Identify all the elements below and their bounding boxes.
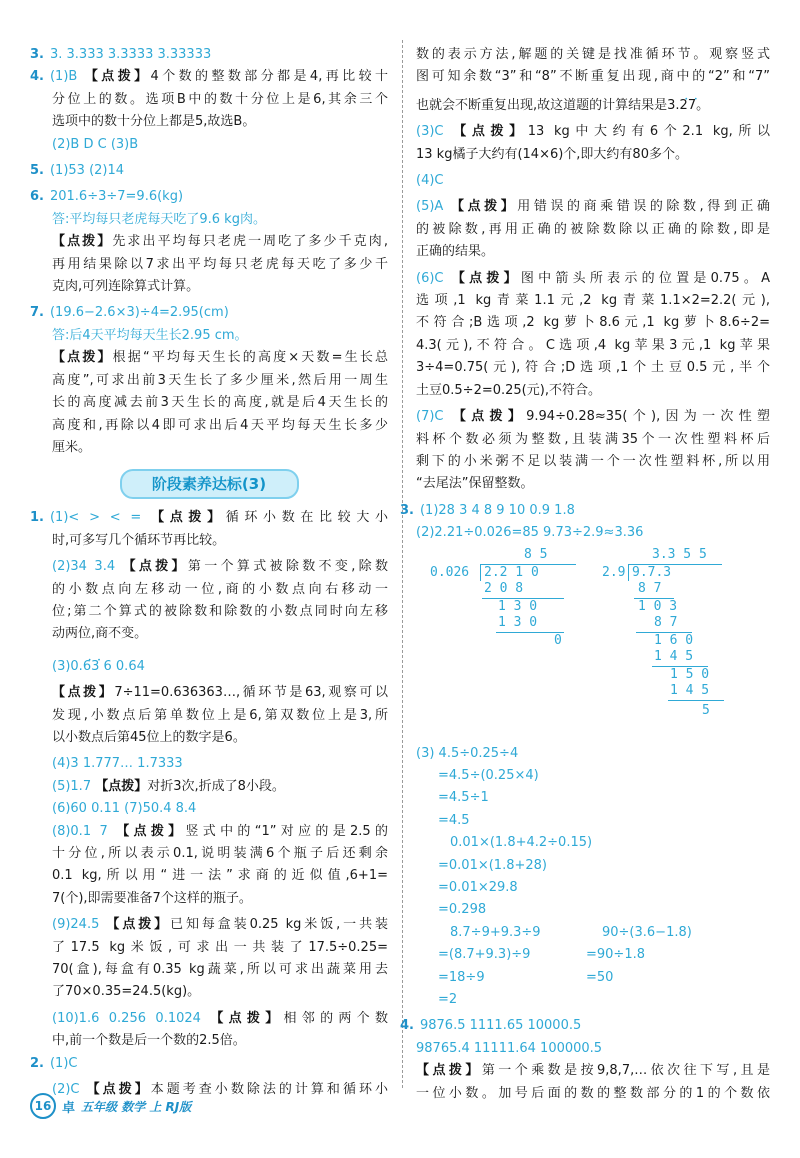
r-q4: (4)C [416,173,444,189]
answer-6-result: 答:平均每只老虎每天吃了9.6 kg肉。 [52,211,266,227]
r-section4: 4. 9876.5 1111.65 10000.5 [400,1018,582,1034]
div2-row: 1 4 5 [654,648,694,664]
r-s3-3-step: =4.5 [438,812,470,828]
r-q5-line: 正确的结果。 [416,244,495,260]
answer-7-line: 高度”,可求出前3天生长了多少厘米,然后用一周生 [52,372,388,388]
answer-5: 5. (1)53 (2)14 [30,163,125,179]
div1-dividend: 2.2 1 0 [484,564,539,580]
r-q7-line: 剩下的小米粥不足以装满一个一次性塑料杯,所以用 [416,453,770,469]
answer-4: 4. (1)B 【点拨】4个数的整数部分都是4,再比较十 [30,69,388,85]
repeating-dots: • • 27 [680,98,697,113]
q1-3-line: 以小数点后第45位上的数字是6。 [52,729,246,745]
q1-10: (10)1.6 0.256 0.1024 【点拨】相邻的两个数 [52,1010,388,1026]
q1-10-line: 中,前一个数是后一个数的2.5倍。 [52,1033,246,1049]
continued-line: 也就会不断重复出现,故这道题的计算结果是3.• • 27。 [416,95,770,117]
r-q7-line: 料杯个数必须为整数,且装满35个一次性塑料杯后 [416,431,770,447]
div1-row: 1 3 0 [498,598,538,614]
q1-9: (9)24.5 【点拨】已知每盒装0.25 kg米饭,一共装 [52,917,388,933]
r-s3-3-step: =0.01×(1.8+28) [438,857,547,873]
right-column [400,44,770,1105]
r-s3-right-calc [586,922,692,1012]
answer-6-line: 克肉,可列连除算式计算。 [52,279,200,295]
continued-line: 图可知余数“3”和“8”不断重复出现,商中的“2”和“7” [416,69,770,85]
answer-7-line: 长的高度减去前3天生长的高度,就是后4天生长的 [52,395,388,411]
div2-row: 1 0 3 [638,598,678,614]
r-q6-line: 4.3(元),不符合。C选项,4 kg苹果3元,1 kg苹果 [416,337,770,353]
r-section4-b: 98765.4 11111.64 100000.5 [416,1040,603,1056]
page-footer [30,1095,191,1117]
r-q6: (6)C 【点拨】图中箭头所表示的位置是0.75。A [416,270,770,286]
q1-9-line: 了17.5 kg米饭,可求出一共装了17.5÷0.25= [52,939,388,955]
r-section4-tip: 【点拨】第一个乘数是按9,8,7,…依次往下写,且是 [416,1063,770,1079]
q1-1-line: 时,可多写几个循环节再比较。 [52,532,226,548]
calc-step: 8.7÷9+9.3÷9 [450,924,541,940]
answer-4-sub: (2)B D C (3)B [52,136,139,152]
r-q3: (3)C 【点拨】13 kg中大约有6个2.1 kg,所以 [416,124,770,140]
div2-row: 8 7 [654,614,678,630]
answer-7-line: 厘米。 [52,439,92,455]
r-s3-3-step: 0.01×(1.8+4.2÷0.15) [450,835,593,851]
answer-3: 3. 3. 3.333 3.3333 3.33333 [30,47,212,62]
div2-row: 1 5 0 [670,666,710,682]
div1-quotient: 8 5 [524,546,548,562]
div2-bracket [628,564,629,581]
q1-3-line: 发现,小数点后第单数位上是6,第双数位上是3,所 [52,707,388,723]
r-s3-3-step: =0.298 [438,902,487,918]
r-section4-line: 一位小数。加号后面的数的整数部分的1的个数依 [416,1085,770,1101]
r-q7-line: “去尾法”保留整数。 [416,476,534,492]
div2-row: 8 7 [638,580,662,596]
calc-step: =50 [586,969,614,985]
r-s3-3-step: =4.5÷(0.25×4) [438,767,539,783]
q1-9-line: 了70×0.35=24.5(kg)。 [52,984,201,1000]
r-q5-line: 的被除数,再用正确的被除数除以正确的除数,即是 [416,221,770,237]
q1-3: (3)0.• • 63 6 0.64 [30,656,388,678]
q1-5: (5)1.7 【点拨】对折3次,折成了8小段。 [52,778,285,794]
calc-step: =2 [438,992,458,1007]
q1-2-line: 的小数点向左移动一位,商的小数点向右移动一 [52,581,388,597]
continued-line: 数的表示方法,解题的关键是找准循环节。观察竖式 [416,47,770,62]
q1-9-line: 70(盒),每盒有0.35 kg蔬菜,所以可求出蔬菜用去 [52,962,388,978]
div1-row: 1 3 0 [498,614,538,630]
answer-4-line: 选项中的数十分位上都是5,故选B。 [52,114,256,130]
r-q7: (7)C 【点拨】9.94÷0.28≈35(个),因为一次性塑 [416,409,770,425]
div1-bracket [480,564,481,581]
q1-8-line: 7(个),即需要准备7个这样的瓶子。 [52,890,252,906]
div1-remainder: 0 [554,632,562,648]
answer-7-result: 答:后4天平均每天生长2.95 cm。 [52,327,248,343]
calc-step: =(8.7+9.3)÷9 [438,947,531,963]
div1-divisor: 0.026 [430,564,470,580]
r-q3-line: 13 kg橘子大约有(14×6)个,即大约有80多个。 [416,146,688,162]
r-s3-3: (3) 4.5÷0.25÷4 [416,745,519,761]
q1-2-line: 动两位,商不变。 [52,626,148,642]
repeating-dots: • • 63 [83,659,100,674]
div2-dividend: 9.7.3 [632,564,672,580]
q2-1: 2. (1)C [30,1055,78,1071]
r-s3-two-col [416,922,770,1012]
r-q6-line: 不符合;B选项,2 kg萝卜8.6元,1 kg萝卜8.6÷2= [416,315,770,331]
q1-4: (4)3 1.777… 1.7333 [52,756,183,772]
div2-rule [668,700,724,701]
q1-3-tip: 【点拨】7÷11=0.636363…,循环节是63,观察可以 [52,685,388,701]
book-label: 五年级 数学 上 RJ版 [81,1099,192,1114]
answer-7: 7. (19.6−2.6×3)÷4=2.95(cm) [30,305,229,321]
answer-6: 6. 201.6÷3÷7=9.6(kg) [30,189,184,205]
r-q5: (5)A 【点拨】用错误的商乘错误的除数,得到正确 [416,199,770,215]
r-q6-line: 3÷4=0.75(元),符合;D选项,1个土豆0.5元,半个 [416,360,770,376]
answer-7-line: 高度和,再除以4即可求出后4天平均每天生长多少 [52,417,388,433]
calc-step: 90÷(3.6−1.8) [602,924,692,940]
section-title-banner: 阶段素养达标(3) [120,469,299,499]
div2-divisor: 2.9 [602,564,626,580]
answer-7-tip: 【点拨】根据“平均每天生长的高度×天数=生长总 [52,350,388,366]
q2-2: (2)C 【点拨】本题考查小数除法的计算和循环小 [52,1082,388,1098]
q1-6: (6)60 0.11 (7)50.4 8.4 [52,801,197,817]
div1-row: 2 0 8 [484,580,524,596]
long-division-area [416,547,770,737]
answer-6-tip: 【点拨】先求出平均每只老虎一周吃了多少千克肉, [52,234,388,250]
div2-row: 1 6 0 [654,632,694,648]
r-s3-3-step: =0.01×29.8 [438,879,518,895]
q1-8-line: 十分位,所以表示0.1,说明装满6个瓶子后还剩余 [52,846,388,861]
r-section3-2: (2)2.21÷0.026=85 9.73÷2.9≈3.36 [416,525,644,541]
page-number: 16 [30,1093,56,1119]
div2-row: 1 4 5 [670,682,710,698]
q1-8-line: 0.1 kg,所以用“进一法”求商的近似值,6+1= [52,868,388,884]
left-column [30,44,388,1101]
column-divider [402,40,404,1088]
q1-2-line: 位;第二个算式的被除数和除数的小数点同时向左移 [52,603,388,619]
brand-logo: 卓 [62,1100,76,1116]
r-s3-left-calc [416,922,586,1012]
answer-4-line: 分位上的数。选项B中的数十分位上是6,其余三个 [52,91,388,107]
calc-step: =18÷9 [438,969,485,985]
div2-remainder: 5 [702,702,710,718]
q1-2: (2)34 3.4 【点拨】第一个算式被除数不变,除数 [52,559,388,575]
q1-1: 1. (1)< > < = 【点拨】循环小数在比较大小 [30,510,388,526]
r-q6-line: 选项,1 kg青菜1.1元,2 kg青菜1.1×2=2.2(元), [416,293,770,309]
r-section3-1: 3. (1)28 3 4 8 9 10 0.9 1.8 [400,502,575,518]
answer-6-line: 再用结果除以7求出平均每只老虎每天吃了多少千 [52,256,388,272]
div2-quotient: 3.3 5 5 [652,546,707,562]
calc-step: =90÷1.8 [586,947,646,963]
r-q6-line: 土豆0.5÷2=0.25(元),不符合。 [416,382,601,398]
r-s3-3-step: =4.5÷1 [438,790,489,806]
q1-8: (8)0.1 7 【点拨】竖式中的“1”对应的是2.5的 [52,823,389,839]
